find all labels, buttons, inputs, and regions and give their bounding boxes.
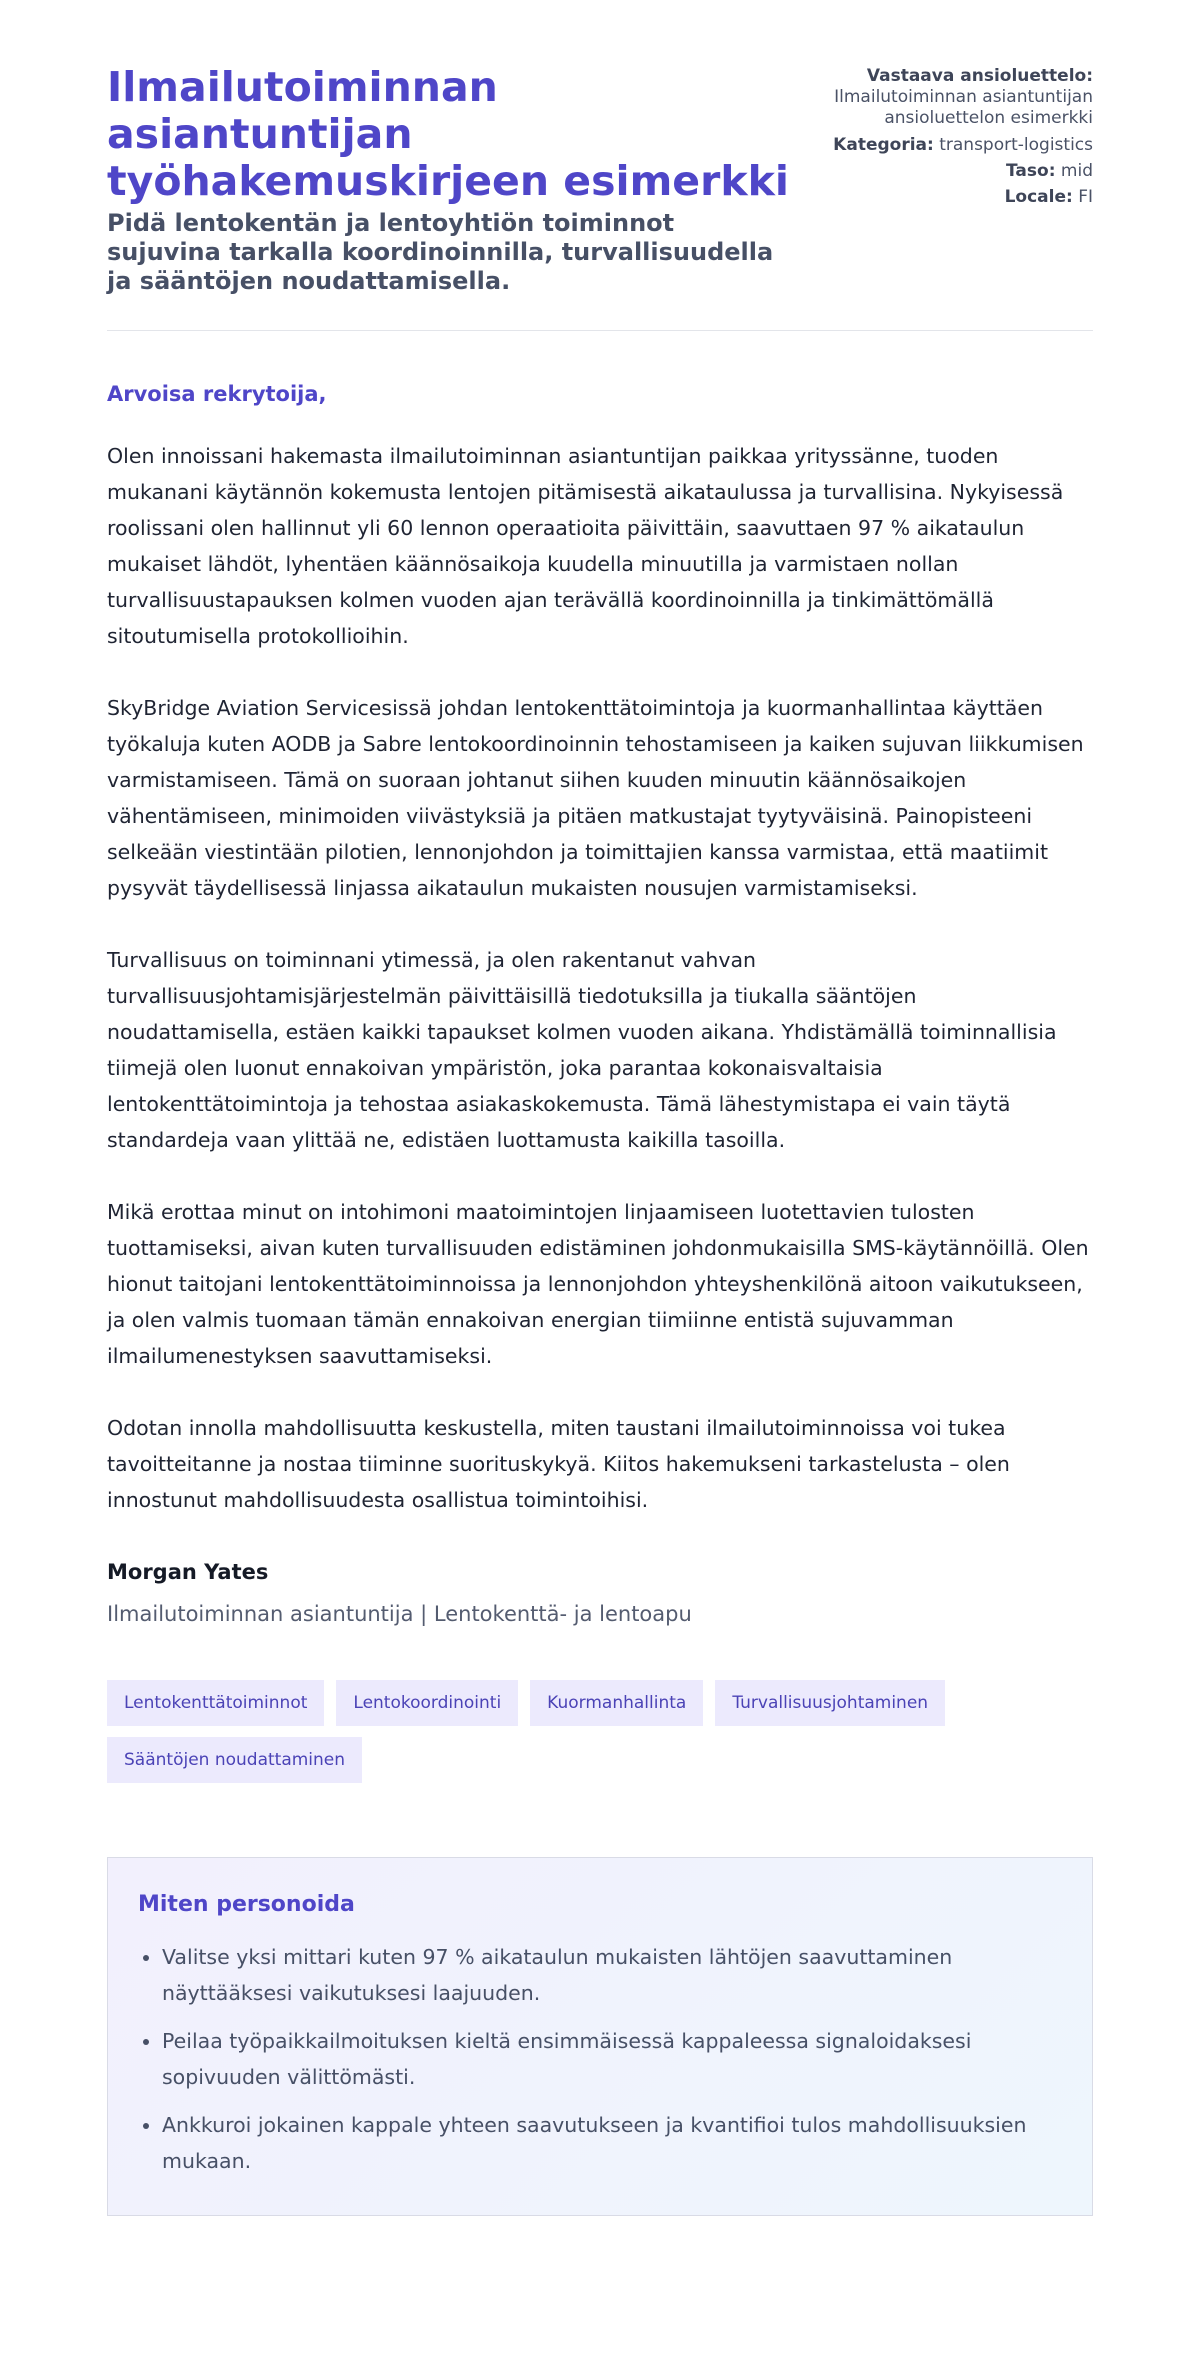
tips-title: Miten personoida bbox=[138, 1892, 355, 1917]
page-title: Ilmailutoiminnan asiantuntijan työhakemuskirjeen esimerkki bbox=[107, 63, 789, 205]
meta-category-label: Kategoria: bbox=[833, 135, 934, 155]
meta-locale-label: Locale: bbox=[1004, 187, 1073, 207]
skill-tags bbox=[107, 1680, 1037, 1783]
letter-body bbox=[107, 438, 1093, 1518]
meta-related-resume bbox=[794, 66, 1093, 129]
title-block bbox=[107, 64, 794, 296]
skill-tag: Lentokoordinointi bbox=[336, 1680, 518, 1726]
meta-level-value: mid bbox=[1060, 161, 1093, 181]
tip-item: • Peilaa työpaikkailmoituksen kieltä ensimmäisessä kappaleessa signaloidaksesi sopivuuden välittömästi. bbox=[162, 2023, 1062, 2095]
page-header bbox=[107, 64, 1093, 296]
skill-tag: Sääntöjen noudattaminen bbox=[107, 1737, 362, 1783]
letter-paragraph: Olen innoissani hakemasta ilmailutoiminnan asiantuntijan paikkaa yrityssänne, tuoden mukanani käytännön kokemusta lentojen pitämisestä aikataulussa ja turvallisina. Nykyisessä roolissani olen hallinnut yli 60 lennon operaatioita päivittäin, saavuttaen 97 % aikataulun mukaiset lähdöt, lyhentäen käännösaikoja kuudella minuutilla ja varmistaen nollan turvallisuustapauksen kolmen vuoden ajan terävällä koordinoinnilla ja tinkimättömällä sitoutumisella protokollioihin. bbox=[107, 444, 1064, 648]
skill-tag: Lentokenttätoiminnot bbox=[107, 1680, 324, 1726]
signature-role: Ilmailutoiminnan asiantuntija | Lentokenttä- ja lentoapu bbox=[107, 1602, 692, 1626]
meta-level bbox=[794, 161, 1093, 182]
page-subtitle: Pidä lentokentän ja lentoyhtiön toiminnot sujuvina tarkalla koordinoinnilla, turvallisuudella ja sääntöjen noudattamisella. bbox=[107, 209, 774, 295]
header-divider bbox=[107, 330, 1093, 331]
letter-paragraph: Mikä erottaa minut on intohimoni maatoimintojen linjaamiseen luotettavien tulosten tuottamiseksi, aivan kuten turvallisuuden edistäminen johdonmukaisilla SMS-käytännöillä. Olen hionut taitojani lentokenttätoiminnoissa ja lennonjohdon yhteyshenkilönä aitoon vaikutukseen, ja olen valmis tuomaan tämän ennakoivan energian tiimiinne entistä sujuvamman ilmailumenestyksen saavuttamiseksi. bbox=[107, 1200, 1089, 1368]
tip-item: • Valitse yksi mittari kuten 97 % aikataulun mukaisten lähtöjen saavuttaminen näyttääksesi vaikutuksesi laajuuden. bbox=[162, 1939, 1062, 2011]
meta-category bbox=[794, 135, 1093, 156]
meta-locale bbox=[794, 187, 1093, 208]
letter-greeting: Arvoisa rekrytoija, bbox=[107, 382, 327, 406]
tips-list bbox=[138, 1939, 1062, 2179]
letter-paragraph: Turvallisuus on toiminnani ytimessä, ja olen rakentanut vahvan turvallisuusjohtamisjärjestelmän päivittäisillä tiedotuksilla ja tiukalla sääntöjen noudattamisella, estäen kaikki tapaukset kolmen vuoden aikana. Yhdistämällä toiminnallisia tiimejä olen luonut ennakoivan ympäristön, joka parantaa kokonaisvaltaisia lentokenttätoimintoja ja tehostaa asiakaskokemusta. Tämä lähestymistapa ei vain täytä standardeja vaan ylittää ne, edistäen luottamusta kaikilla tasoilla. bbox=[107, 948, 1057, 1152]
skill-tag: Turvallisuusjohtaminen bbox=[715, 1680, 945, 1726]
meta-related-label: Vastaava ansioluettelo: bbox=[866, 66, 1093, 86]
meta-level-label: Taso: bbox=[1006, 161, 1056, 181]
meta-panel bbox=[794, 64, 1093, 213]
meta-locale-value: FI bbox=[1078, 187, 1093, 207]
signature-block bbox=[107, 1560, 1093, 1626]
signature-name: Morgan Yates bbox=[107, 1560, 269, 1584]
letter-paragraph: SkyBridge Aviation Servicesissä johdan lentokenttätoimintoja ja kuormanhallintaa käyttäen työkaluja kuten AODB ja Sabre lentokoordinoinnin tehostamiseen ja kaiken sujuvan liikkumisen varmistamiseen. Tämä on suoraan johtanut siihen kuuden minuutin käännösaikojen vähentämiseen, minimoiden viivästyksiä ja pitäen matkustajat tyytyväisinä. Painopisteeni selkeään viestintään pilotien, lennonjohdon ja toimittajien kanssa varmistaa, että maatiimit pysyvät täydellisessä linjassa aikataulun mukaisten nousujen varmistamiseksi. bbox=[107, 696, 1084, 900]
tip-item: • Ankkuroi jokainen kappale yhteen saavutukseen ja kvantifioi tulos mahdollisuuksien mukaan. bbox=[162, 2107, 1062, 2179]
meta-category-value: transport-logistics bbox=[939, 135, 1093, 155]
meta-related-value: Ilmailutoiminnan asiantuntijan ansioluettelon esimerkki bbox=[834, 87, 1093, 128]
skill-tag: Kuormanhallinta bbox=[530, 1680, 703, 1726]
personalization-tips bbox=[107, 1857, 1093, 2216]
letter-paragraph: Odotan innolla mahdollisuutta keskustella, miten taustani ilmailutoiminnoissa voi tukea tavoitteitanne ja nostaa tiiminne suorituskykyä. Kiitos hakemukseni tarkastelusta – olen innostunut mahdollisuudesta osallistua toimintoihisi. bbox=[107, 1416, 1010, 1512]
